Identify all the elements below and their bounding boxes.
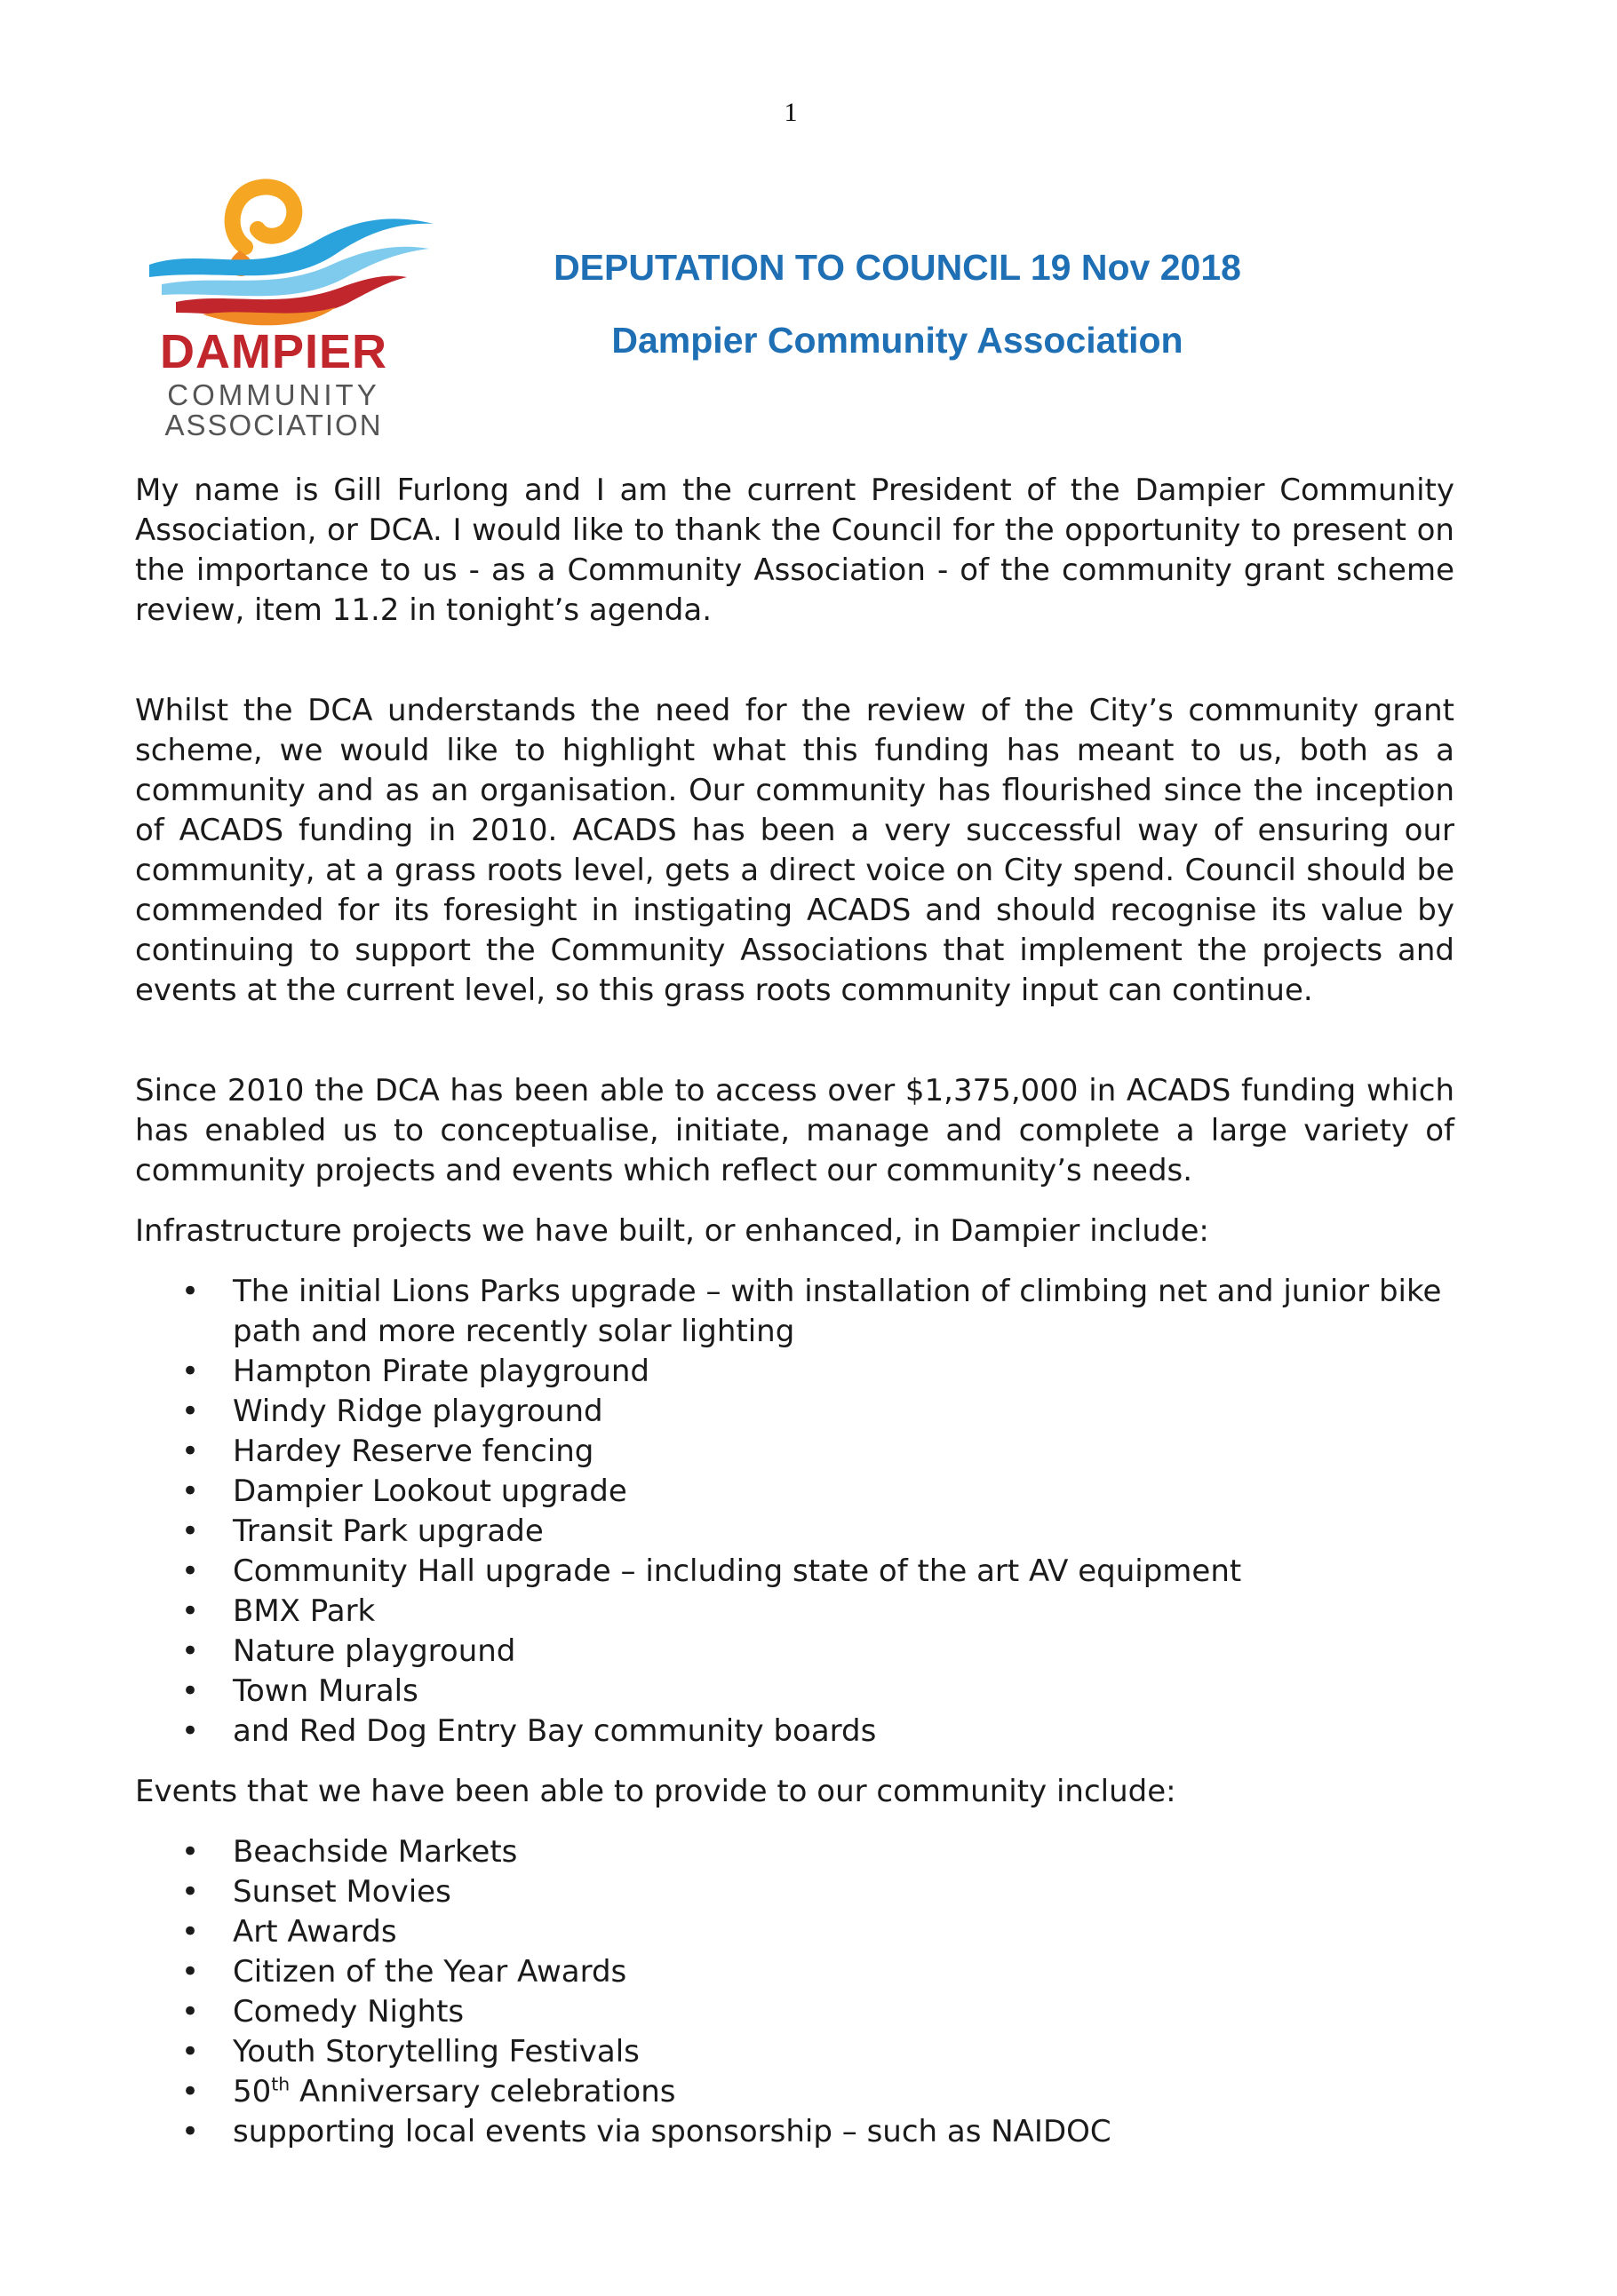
list-item: • Hampton Pirate playground <box>135 1352 1454 1392</box>
list-item: • Nature playground <box>135 1632 1454 1672</box>
bullet-icon: • <box>181 1914 200 1950</box>
document-body <box>135 471 1454 2173</box>
bullet-icon: • <box>181 1994 200 2030</box>
bullet-icon: • <box>181 1834 200 1870</box>
bullet-icon: • <box>181 1513 200 1549</box>
bullet-icon: • <box>181 1274 200 1309</box>
funding-review-paragraph: Whilst the DCA understands the need for the review of the City’s community grant scheme, we would like to highlight what this funding has meant to us, both as a community and as an organisation. Our community has flourished since the inception of ACADS funding in 2010. ACADS has been a very successful way of ensuring our community, at a grass roots level, gets a direct voice on City spend. Council should be commended for its foresight in instigating ACADS and should recognise its value by continuing to support the Community Associations that implement the projects and events at the current level, so this grass roots community input can continue. <box>135 693 1454 1008</box>
bullet-icon: • <box>181 1954 200 1990</box>
dca-logo <box>140 178 442 444</box>
page-number: 1 <box>784 98 798 127</box>
bullet-icon: • <box>181 1593 200 1629</box>
intro-paragraph: My name is Gill Furlong and I am the current President of the Dampier Community Association, or DCA. I would like to thank the Council for the opportunity to present on the importance to us - as a Community Association - of the community grant scheme review, item 11.2 in tonight’s agenda. <box>135 473 1454 628</box>
list-item: • Youth Storytelling Festivals <box>135 2032 1454 2072</box>
infrastructure-lead: Infrastructure projects we have built, or enhanced, in Dampier include: <box>135 1213 1209 1249</box>
list-item: • Comedy Nights <box>135 1992 1454 2032</box>
events-lead: Events that we have been able to provide to our community include: <box>135 1774 1176 1809</box>
bullet-icon: • <box>181 1673 200 1709</box>
bullet-icon: • <box>181 1713 200 1749</box>
logo-community-text: COMMUNITY <box>167 378 380 411</box>
bullet-icon: • <box>181 1354 200 1389</box>
bullet-icon: • <box>181 1874 200 1910</box>
bullet-icon: • <box>181 1474 200 1509</box>
list-item: • Dampier Lookout upgrade <box>135 1472 1454 1512</box>
list-item: • Transit Park upgrade <box>135 1512 1454 1552</box>
list-item: • Town Murals <box>135 1672 1454 1712</box>
list-item: • Community Hall upgrade – including state of the art AV equipment <box>135 1552 1454 1592</box>
list-item: • Citizen of the Year Awards <box>135 1952 1454 1992</box>
logo-emblem-icon <box>140 178 442 329</box>
bullet-icon: • <box>181 1434 200 1469</box>
bullet-icon: • <box>181 1633 200 1669</box>
list-item: • Sunset Movies <box>135 1872 1454 1912</box>
infrastructure-list <box>135 1272 1454 1752</box>
document-title: DEPUTATION TO COUNCIL 19 Nov 2018 <box>554 247 1241 288</box>
list-item: • Hardey Reserve fencing <box>135 1432 1454 1472</box>
list-item: • 50th Anniversary celebrations <box>135 2072 1454 2112</box>
list-item: • supporting local events via sponsorship – such as NAIDOC <box>135 2112 1454 2152</box>
bullet-icon: • <box>181 2114 200 2149</box>
list-item: • Beachside Markets <box>135 1832 1454 1872</box>
bullet-icon: • <box>181 2034 200 2070</box>
bullet-icon: • <box>181 2074 200 2109</box>
list-item: • The initial Lions Parks upgrade – with installation of climbing net and junior bike path and more recently solar lighting <box>181 1274 1442 1349</box>
logo-dampier-text: DAMPIER <box>159 325 387 378</box>
list-item: • BMX Park <box>135 1592 1454 1632</box>
bullet-icon: • <box>181 1553 200 1589</box>
document-subtitle: Dampier Community Association <box>611 320 1183 361</box>
events-list <box>135 1832 1454 2152</box>
logo-association-text: ASSOCIATION <box>164 409 383 441</box>
list-item: • and Red Dog Entry Bay community boards <box>135 1712 1454 1752</box>
bullet-icon: • <box>181 1394 200 1429</box>
acads-funding-paragraph: Since 2010 the DCA has been able to access over $1,375,000 in ACADS funding which has enabled us to conceptualise, initiate, manage and complete a large variety of community projects and events which reflect our community’s needs. <box>135 1073 1454 1188</box>
list-item: • Art Awards <box>135 1912 1454 1952</box>
list-item: • Windy Ridge playground <box>135 1392 1454 1432</box>
